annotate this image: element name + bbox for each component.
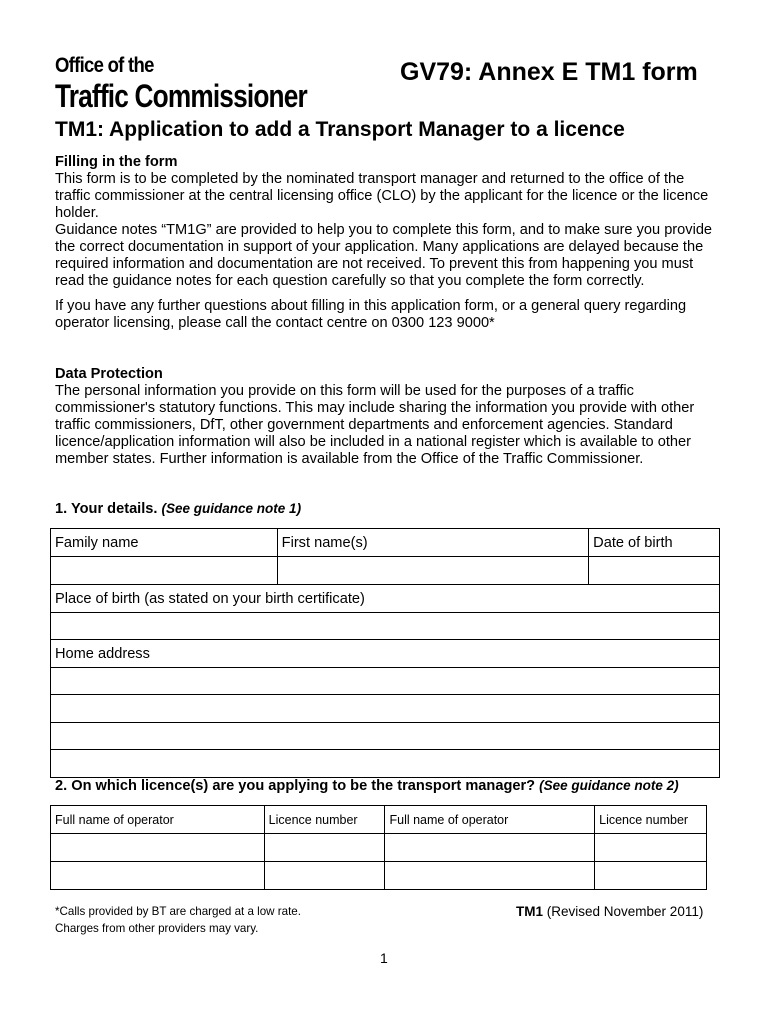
- col-licence-number-2: Licence number: [595, 806, 707, 834]
- page-title: TM1: Application to add a Transport Manager to a licence: [55, 118, 625, 141]
- home-address-field-line3[interactable]: [51, 723, 720, 750]
- data-protection-para: The personal information you provide on this form will be used for the purposes of a traffic commissioner's statutory functions. This may include sharing the information you provide with other traffic commissioners, DfT, other government departments and enforcement agencies. Standard licence/application information will also be included in a national register which is available to other member states. Further information is available from the Office of the Traffic Commissioner.: [55, 383, 695, 467]
- home-address-label: Home address: [51, 640, 720, 668]
- section2-note: (See guidance note 2): [539, 778, 679, 793]
- revision-date: (Revised November 2011): [546, 904, 704, 919]
- org-name-line1: Office of the: [55, 54, 154, 77]
- home-address-field-line2[interactable]: [51, 695, 720, 723]
- home-address-field-line1[interactable]: [51, 668, 720, 695]
- operator-name-field[interactable]: [51, 834, 265, 862]
- form-code: GV79: Annex E TM1 form: [400, 58, 698, 86]
- col-licence-number-1: Licence number: [264, 806, 385, 834]
- section1-heading: [55, 501, 301, 517]
- footnote-line1: *Calls provided by BT are charged at a low rate.: [55, 905, 301, 918]
- filling-section: [55, 154, 720, 332]
- form-id: TM1: [516, 904, 543, 919]
- operator-name-field[interactable]: [51, 862, 265, 890]
- section2-heading: [55, 778, 679, 794]
- filling-para3: If you have any further questions about filling in this application form, or a general query regarding operator licensing, please call the contact centre on 0300 123 9000*: [55, 298, 687, 331]
- filling-para2: Guidance notes “TM1G” are provided to help you to complete this form, and to make sure you provide the correct documentation in support of your application. Many applications are delayed because the required information and documentation are not received. To prevent this from happening you must read the guidance notes for each question carefully so that you complete the form correctly.: [55, 222, 713, 289]
- dob-field[interactable]: [589, 557, 720, 585]
- section2-title: 2. On which licence(s) are you applying to be the transport manager?: [55, 778, 536, 794]
- page-number: 1: [380, 950, 388, 966]
- licence-number-field[interactable]: [595, 862, 707, 890]
- place-of-birth-field[interactable]: [51, 613, 720, 640]
- home-address-field-line4[interactable]: [51, 750, 720, 778]
- org-name-line2: Traffic Commissioner: [55, 78, 307, 114]
- filling-heading: Filling in the form: [55, 154, 178, 170]
- filling-para1: This form is to be completed by the nominated transport manager and returned to the office of the traffic commissioner at the central licensing office (CLO) by the applicant for the licence or the licence holder.: [55, 171, 709, 221]
- family-name-field[interactable]: [51, 557, 278, 585]
- dob-label: Date of birth: [589, 529, 720, 557]
- your-details-table: [50, 528, 720, 778]
- operator-name-field[interactable]: [385, 862, 595, 890]
- footnote-line2: Charges from other providers may vary.: [55, 922, 259, 935]
- first-names-field[interactable]: [277, 557, 589, 585]
- licence-number-field[interactable]: [595, 834, 707, 862]
- data-protection-section: [55, 366, 720, 468]
- col-operator-name-2: Full name of operator: [385, 806, 595, 834]
- operator-name-field[interactable]: [385, 834, 595, 862]
- family-name-label: Family name: [51, 529, 278, 557]
- section1-title: 1. Your details.: [55, 501, 158, 517]
- section1-note: (See guidance note 1): [161, 501, 302, 516]
- licence-number-field[interactable]: [264, 834, 385, 862]
- data-protection-heading: Data Protection: [55, 366, 163, 382]
- revision-info: [516, 904, 703, 919]
- licence-number-field[interactable]: [264, 862, 385, 890]
- licences-table: [50, 805, 707, 890]
- footnote: [55, 903, 301, 937]
- col-operator-name-1: Full name of operator: [51, 806, 265, 834]
- first-names-label: First name(s): [277, 529, 589, 557]
- place-of-birth-label: Place of birth (as stated on your birth certificate): [51, 585, 720, 613]
